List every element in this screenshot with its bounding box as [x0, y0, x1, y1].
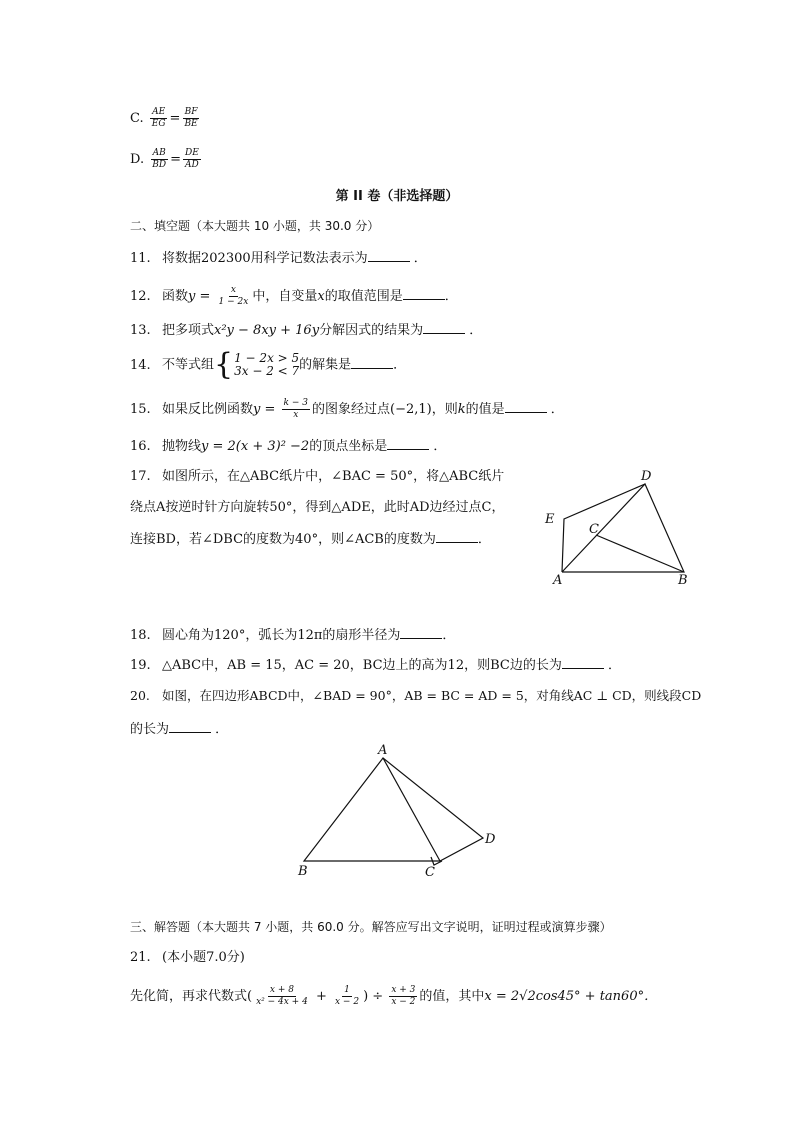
question-20-line1: 20. 如图，在四边形ABCD中，∠BAD = 90°，AB = BC = AD = 5，对角线AC ⊥ CD，则线段CD [130, 688, 702, 703]
q20-figure [290, 740, 510, 885]
question-11: 11. 将数据202300用科学记数法表示为 ． [130, 251, 427, 266]
diagonal-ac [383, 758, 440, 861]
question-17-line3: 连接BD，若∠DBC的度数为40°，则∠ACB的度数为 ． [130, 532, 491, 547]
segment-cb [596, 535, 684, 572]
q17-figure [535, 463, 705, 593]
answer-blank [505, 400, 547, 413]
q20-label-d: D [485, 832, 496, 847]
answer-blank [387, 437, 429, 450]
q17-label-d: D [641, 469, 652, 484]
q20-label-b: B [298, 864, 308, 879]
q21-fraction-2: $\frac{1}{x - 2}$ [335, 985, 360, 1007]
option-d: D. $\frac{AB}{BD}$ = $\frac{DE}{AD}$ [130, 148, 199, 170]
q21-fraction-1: $\frac{x + 8}{\text{x² − 4x + 4}}$ [256, 985, 308, 1007]
option-d-rhs: $\frac{DE}{AD}$ [184, 148, 199, 170]
q17-label-e: E [545, 512, 555, 527]
q17-label-b: B [678, 573, 688, 588]
answer-blank [403, 287, 445, 300]
section2-heading: 二、填空题（本大题共 10 小题，共 30.0 分） [130, 219, 380, 233]
answer-blank [400, 626, 442, 639]
option-c-letter: C. [130, 111, 144, 126]
section3-heading: 三、解答题（本大题共 7 小题，共 60.0 分。解答应写出文字说明，证明过程或演算步骤） [130, 920, 612, 934]
inequality-system: { 1 − 2x > 5 3x − 2 < 7 [214, 347, 300, 382]
question-21-header: 21. (本小题7.0分) [130, 950, 245, 965]
q12-fraction: $\frac{x}{1 - 2x}$ [218, 285, 249, 307]
question-15: 15. 如果反比例函数y = $\frac{k - 3}{x}$ 的图象经过点(−2,1)，则k的值是 ． [130, 398, 564, 420]
quadrilateral-abcd [304, 758, 483, 861]
q21-fraction-3: $\frac{x + 3}{x - 2}$ [391, 985, 416, 1007]
q17-label-c: C [589, 522, 599, 537]
question-17-line1: 17. 如图所示，在△ABC纸片中，∠BAC = 50°，将△ABC纸片 [130, 469, 505, 484]
answer-blank [423, 321, 465, 334]
question-13: 13. 把多项式x²y − 8xy + 16y分解因式的结果为 ． [130, 323, 483, 338]
answer-blank [562, 656, 604, 669]
q20-label-a: A [378, 743, 388, 758]
q20-label-c: C [425, 865, 435, 880]
part2-title: 第 II 卷（非选择题） [335, 189, 459, 204]
question-12: 12. 函数y = $\frac{x}{1 - 2x}$ 中，自变量x的取值范围是 ． [130, 285, 458, 307]
option-d-letter: D. [130, 152, 145, 167]
question-20-line2: 的长为 ． [130, 722, 229, 737]
q17-label-a: A [553, 573, 563, 588]
question-16: 16. 抛物线y = 2(x + 3)² −2的顶点坐标是 ． [130, 439, 447, 454]
question-18: 18. 圆心角为120°，弧长为12π的扇形半径为 ． [130, 628, 456, 643]
triangle-adb [562, 484, 684, 572]
option-c-lhs: $\frac{AE}{EG}$ [151, 107, 166, 129]
answer-blank [436, 530, 478, 543]
question-14: 14. 不等式组 { 1 − 2x > 5 3x − 2 < 7 的解集是 ． [130, 347, 407, 382]
answer-blank [368, 249, 410, 262]
option-c: C. $\frac{AE}{EG}$ = $\frac{BF}{BE}$ [130, 107, 198, 129]
option-c-rhs: $\frac{BF}{BE}$ [184, 107, 198, 129]
question-17-line2: 绕点A按逆时针方向旋转50°，得到△ADE，此时AD边经过点C， [130, 500, 505, 515]
question-21-body: 先化简，再求代数式( $\frac{x + 8}{\text{x² − 4x + 4}}$ + $\frac{1}{x - 2}$ ) ÷ $\frac{x + 3}{x - 2}$ 的值，其中x = 2√2cos45° + tan60°． [130, 985, 658, 1007]
question-19: 19. △ABC中，AB = 15，AC = 20，BC边上的高为12，则BC边的长为 ． [130, 658, 621, 673]
option-d-lhs: $\frac{AB}{BD}$ [152, 148, 167, 170]
q15-fraction: $\frac{k - 3}{x}$ [283, 398, 308, 420]
answer-blank [169, 720, 211, 733]
answer-blank [351, 356, 393, 369]
